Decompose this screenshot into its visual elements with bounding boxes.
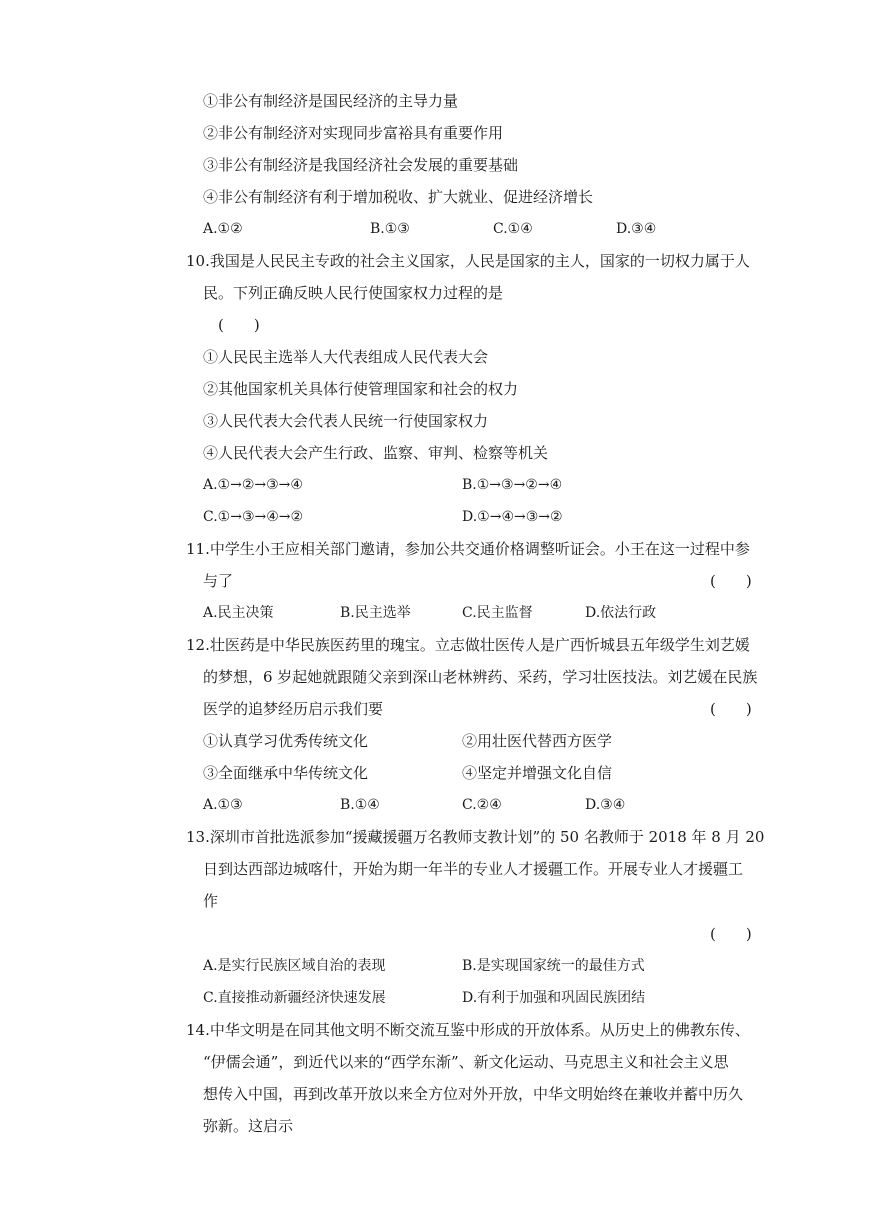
q12-option-c: C.②④ xyxy=(462,797,502,813)
q9-item-1: ①非公有制经济是国民经济的主导力量 xyxy=(203,92,459,110)
q11-option-a: A.民主决策 xyxy=(203,605,274,621)
q13-answer-paren: ( ) xyxy=(710,925,752,943)
q13-option-a: A.是实行民族区域自治的表现 xyxy=(203,958,386,974)
q14-stem-line-1: 14.中华文明是在同其他文明不断交流互鉴中形成的开放体系。从历史上的佛教东传、 xyxy=(186,1021,750,1039)
q11-option-d: D.依法行政 xyxy=(585,605,657,621)
q12-stem-line-3: 医学的追梦经历启示我们要 xyxy=(203,700,384,718)
q10-item-4: ④人民代表大会产生行政、监察、审判、检察等机关 xyxy=(203,444,549,462)
q12-item-1: ①认真学习优秀传统文化 xyxy=(203,732,369,750)
q11-stem-line-1: 11.中学生小王应相关部门邀请，参加公共交通价格调整听证会。小王在这一过程中参 xyxy=(186,540,750,558)
q10-option-a: A.①→②→③→④ xyxy=(203,477,303,493)
q9-option-b: B.①③ xyxy=(370,221,410,237)
q9-item-3: ③非公有制经济是我国经济社会发展的重要基础 xyxy=(203,156,519,174)
q13-option-d: D.有利于加强和巩固民族团结 xyxy=(462,990,646,1006)
q14-stem-line-4: 弥新。这启示 xyxy=(203,1117,294,1135)
q12-option-a: A.①③ xyxy=(203,797,243,813)
q11-stem-line-2: 与了 xyxy=(203,572,234,590)
q9-item-2: ②非公有制经济对实现同步富裕具有重要作用 xyxy=(203,124,504,142)
q10-answer-paren: ( ) xyxy=(218,316,260,334)
q13-stem-line-1: 13.深圳市首批选派参加“援藏援疆万名教师支教计划”的 50 名教师于 2018 年 8 月 20 xyxy=(186,828,765,846)
q13-stem-line-2: 日到达西部边城喀什，开始为期一年半的专业人才援疆工作。开展专业人才援疆工 xyxy=(203,860,744,878)
q10-stem-line-1: 10.我国是人民民主专政的社会主义国家，人民是国家的主人，国家的一切权力属于人 xyxy=(186,252,750,270)
q10-option-d: D.①→④→③→② xyxy=(462,509,563,525)
q12-item-3: ③全面继承中华传统文化 xyxy=(203,764,369,782)
q9-option-a: A.①② xyxy=(203,221,243,237)
q10-option-c: C.①→③→④→② xyxy=(203,509,304,525)
q9-option-c: C.①④ xyxy=(493,221,533,237)
q13-stem-line-3: 作 xyxy=(203,892,219,910)
q11-answer-paren: ( ) xyxy=(710,572,752,590)
q12-answer-paren: ( ) xyxy=(710,700,752,718)
q14-stem-line-2: “伊儒会通”，到近代以来的“西学东渐”、新文化运动、马克思主义和社会主义思 xyxy=(203,1053,729,1071)
q12-item-4: ④坚定并增强文化自信 xyxy=(462,764,613,782)
q12-stem-line-2: 的梦想，6 岁起她就跟随父亲到深山老林辨药、采药，学习壮医技法。刘艺媛在民族 xyxy=(203,668,758,686)
q13-option-c: C.直接推动新疆经济快速发展 xyxy=(203,990,386,1006)
q12-option-d: D.③④ xyxy=(585,797,626,813)
q12-stem-line-1: 12.壮医药是中华民族医药里的瑰宝。立志做壮医传人是广西忻城县五年级学生刘艺媛 xyxy=(186,636,750,654)
q11-option-c: C.民主监督 xyxy=(462,605,533,621)
q10-stem-line-2: 民。下列正确反映人民行使国家权力过程的是 xyxy=(203,284,504,302)
q12-item-2: ②用壮医代替西方医学 xyxy=(462,732,613,750)
q9-item-4: ④非公有制经济有利于增加税收、扩大就业、促进经济增长 xyxy=(203,188,594,206)
q9-option-d: D.③④ xyxy=(616,221,657,237)
q13-option-b: B.是实现国家统一的最佳方式 xyxy=(462,958,645,974)
q10-item-3: ③人民代表大会代表人民统一行使国家权力 xyxy=(203,412,489,430)
q11-option-b: B.民主选举 xyxy=(340,605,411,621)
q12-option-b: B.①④ xyxy=(340,797,380,813)
q14-stem-line-3: 想传入中国，再到改革开放以来全方位对外开放，中华文明始终在兼收并蓄中历久 xyxy=(203,1085,744,1103)
q10-item-1: ①人民民主选举人大代表组成人民代表大会 xyxy=(203,348,489,366)
q10-item-2: ②其他国家机关具体行使管理国家和社会的权力 xyxy=(203,380,519,398)
q10-option-b: B.①→③→②→④ xyxy=(462,477,563,493)
